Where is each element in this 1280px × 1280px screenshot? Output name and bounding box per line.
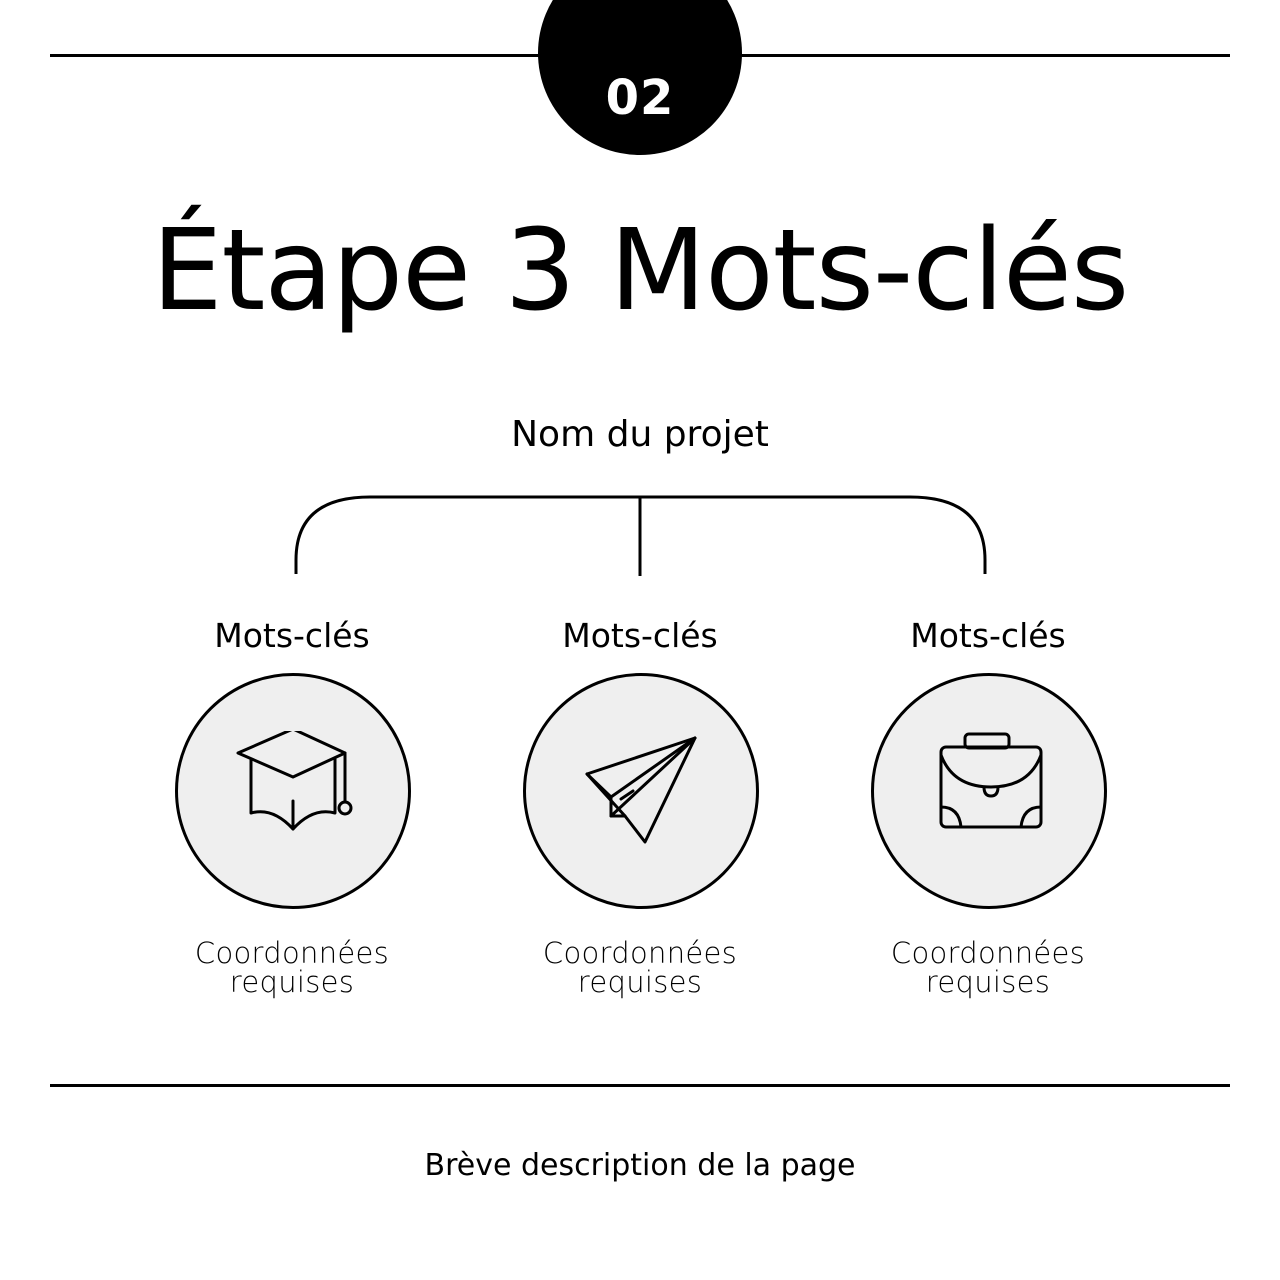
node-circle	[175, 673, 411, 909]
page-description: Brève description de la page	[424, 1148, 856, 1183]
node-circle	[871, 673, 1107, 909]
node-label: Mots-clés	[910, 616, 1066, 655]
node-description: Coordonnées requises	[542, 936, 738, 999]
graduation-cap-icon	[233, 731, 353, 851]
node-circle	[523, 673, 759, 909]
node-description: Coordonnées requises	[194, 936, 390, 999]
page-title: Étape 3 Mots-clés	[151, 206, 1129, 336]
bottom-divider	[50, 1084, 1230, 1087]
node-description: Coordonnées requises	[890, 936, 1086, 999]
step-number: 02	[605, 70, 675, 126]
node-label: Mots-clés	[562, 616, 718, 655]
node-label: Mots-clés	[214, 616, 370, 655]
paper-plane-icon	[581, 731, 701, 851]
briefcase-icon	[929, 731, 1049, 851]
root-node-label: Nom du projet	[511, 414, 769, 455]
